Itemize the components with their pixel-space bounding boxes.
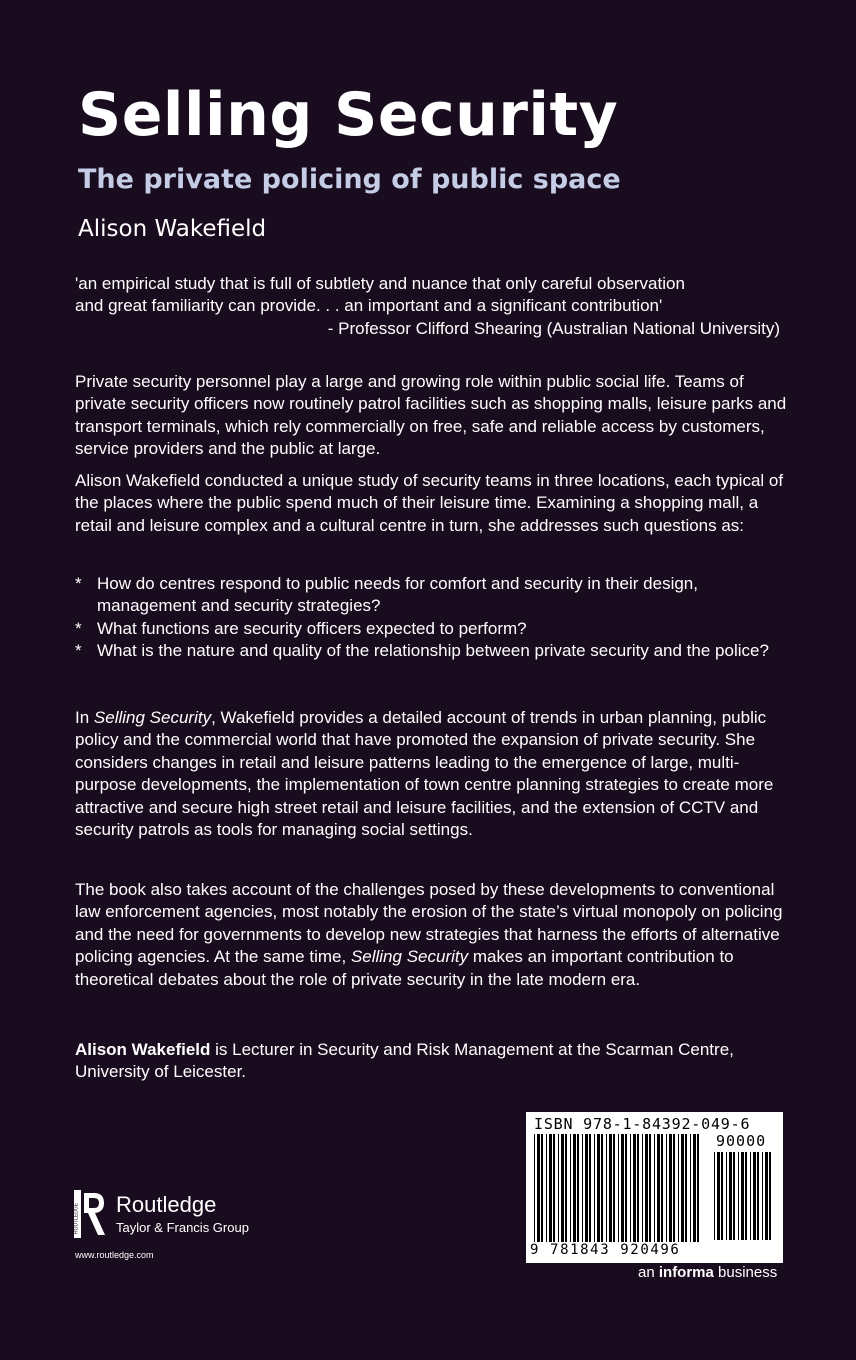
barcode-bar bbox=[546, 1134, 547, 1242]
p4-post: makes an important contribution to theoretical debates about the role of private security in the late modern era. bbox=[75, 947, 734, 989]
addon-bars bbox=[714, 1152, 776, 1252]
barcode-bar bbox=[726, 1152, 727, 1240]
barcode-bar bbox=[558, 1134, 559, 1242]
barcode-bar bbox=[537, 1134, 540, 1242]
barcode-bar bbox=[697, 1134, 699, 1242]
ean-bars bbox=[534, 1134, 704, 1244]
barcode-bar bbox=[714, 1152, 715, 1240]
barcode-bar bbox=[597, 1134, 600, 1242]
routledge-r-icon bbox=[74, 1190, 106, 1238]
barcode-bar bbox=[678, 1134, 679, 1242]
barcode-bar bbox=[729, 1152, 732, 1240]
review-quote bbox=[75, 273, 790, 340]
p3-book-title: Selling Security bbox=[93, 708, 212, 727]
barcode-bar bbox=[654, 1134, 655, 1242]
logo-side-text: ROUTLEDGE bbox=[74, 1202, 80, 1234]
barcode-bar bbox=[637, 1134, 639, 1242]
barcode-bar bbox=[606, 1134, 607, 1242]
barcode-bar bbox=[633, 1134, 636, 1242]
barcode-bar bbox=[553, 1134, 555, 1242]
quote-line-1: 'an empirical study that is full of subtlety and nuance that only careful observation bbox=[75, 274, 685, 293]
author-bio bbox=[75, 1039, 790, 1084]
informa-tagline bbox=[638, 1264, 777, 1281]
p3-post: , Wakefield provides a detailed account of trends in urban planning, public policy and the commercial world that have promoted the expansion of private security. She considers changes in retail and leisure patterns leading to the emergence of large, multi-purpose developments, the implementation of town centre planning strategies to create more attractive and secure high street retail and leisure facilities, and the extension of CCTV and security patrols as tools for managing social settings. bbox=[75, 708, 774, 840]
barcode-bar bbox=[765, 1152, 768, 1240]
quote-line-2: and great familiarity can provide. . . an important and a significant contribution' bbox=[75, 296, 663, 316]
barcode-bar bbox=[645, 1134, 648, 1242]
barcode-bar bbox=[762, 1152, 763, 1240]
bullet-star: * bbox=[75, 574, 82, 593]
barcode-bar bbox=[601, 1134, 603, 1242]
barcode-bar bbox=[613, 1134, 615, 1242]
barcode-bar bbox=[589, 1134, 591, 1242]
bullet-text: How do centres respond to public needs for comfort and security in their design, management and security strategies? bbox=[97, 574, 698, 616]
barcode-bar bbox=[549, 1134, 552, 1242]
barcode-bar bbox=[721, 1152, 723, 1240]
p3-pre: In bbox=[75, 708, 94, 727]
ean-digits: 9 781843 920496 bbox=[530, 1242, 681, 1258]
barcode-bar bbox=[657, 1134, 660, 1242]
informa-post: business bbox=[713, 1264, 778, 1281]
publisher-url: www.routledge.com bbox=[75, 1250, 154, 1260]
barcode-bar bbox=[750, 1152, 751, 1240]
barcode-bar bbox=[753, 1152, 756, 1240]
barcode-bar bbox=[570, 1134, 571, 1242]
barcode-bar bbox=[649, 1134, 651, 1242]
barcode-bar bbox=[565, 1134, 567, 1242]
barcode-bar bbox=[630, 1134, 631, 1242]
barcode-bar bbox=[582, 1134, 583, 1242]
blurb-paragraph-1: Private security personnel play a large and growing role within public social life. Teams of private security officers now routinely patrol facilities such as shopping malls, leisure parks and transport terminals, which rely commercially on free, safe and reliable access by customers, service providers and the public at large. bbox=[75, 372, 787, 459]
list-item bbox=[75, 640, 790, 662]
barcode-bar bbox=[669, 1134, 672, 1242]
barcode-bar bbox=[534, 1134, 535, 1242]
blurb-paragraph-3 bbox=[75, 707, 790, 841]
barcode-bar bbox=[618, 1134, 619, 1242]
barcode-bar bbox=[541, 1134, 543, 1242]
barcode-bar bbox=[738, 1152, 739, 1240]
bullet-text: What is the nature and quality of the relationship between private security and the police? bbox=[97, 641, 769, 661]
barcode-bar bbox=[745, 1152, 747, 1240]
barcode-bar bbox=[769, 1152, 771, 1240]
barcode-bar bbox=[741, 1152, 744, 1240]
p4-pre: The book also takes account of the challenges posed by these developments to conventional law enforcement agencies, most notably the erosion of the state’s virtual monopoly on policing and the need for governments to develop new strategies that harness the efforts of alternative policing agencies. At the same time, bbox=[75, 880, 783, 967]
barcode-bar bbox=[757, 1152, 759, 1240]
questions-list bbox=[75, 573, 790, 663]
publisher-group: Taylor & Francis Group bbox=[116, 1220, 249, 1235]
barcode-bar bbox=[690, 1134, 691, 1242]
barcode-bar bbox=[717, 1152, 720, 1240]
blurb-paragraph-4 bbox=[75, 879, 790, 991]
barcode-bar bbox=[625, 1134, 627, 1242]
informa-pre: an bbox=[638, 1264, 659, 1281]
bullet-star: * bbox=[75, 618, 82, 638]
barcode-bar bbox=[621, 1134, 624, 1242]
barcode-bar bbox=[693, 1134, 696, 1242]
barcode-bar bbox=[561, 1134, 564, 1242]
bullet-text: What functions are security officers expected to perform? bbox=[97, 618, 527, 638]
barcode-bar bbox=[685, 1134, 687, 1242]
barcode-bar bbox=[594, 1134, 595, 1242]
barcode-bar bbox=[585, 1134, 588, 1242]
bullet-star: * bbox=[75, 641, 82, 661]
barcode-bar bbox=[577, 1134, 579, 1242]
barcode-bar bbox=[673, 1134, 675, 1242]
book-subtitle: The private policing of public space bbox=[78, 164, 621, 195]
barcode-bar bbox=[609, 1134, 612, 1242]
barcode-bar bbox=[573, 1134, 576, 1242]
barcode-bar bbox=[661, 1134, 663, 1242]
publisher-name: Routledge bbox=[116, 1192, 217, 1217]
quote-attribution: - Professor Clifford Shearing (Australian National University) bbox=[327, 318, 780, 338]
bio-text: is Lecturer in Security and Risk Management at the Scarman Centre, University of Leicester. bbox=[75, 1040, 734, 1082]
blurb-paragraph-2: Alison Wakefield conducted a unique study of security teams in three locations, each typical of the places where the public spend much of their leisure time. Examining a shopping mall, a retail and leisure complex and a cultural centre in turn, she addresses such questions as: bbox=[75, 471, 784, 535]
barcode-bar bbox=[681, 1134, 684, 1242]
price-code: 90000 bbox=[716, 1132, 767, 1150]
isbn-barcode bbox=[526, 1112, 783, 1263]
barcode-bar bbox=[666, 1134, 667, 1242]
book-title: Selling Security bbox=[78, 80, 619, 150]
barcode-bar bbox=[642, 1134, 643, 1242]
bio-name: Alison Wakefield bbox=[75, 1040, 211, 1059]
informa-bold: informa bbox=[658, 1264, 714, 1281]
barcode-bar bbox=[733, 1152, 735, 1240]
p4-book-title: Selling Security bbox=[350, 947, 469, 967]
list-item bbox=[75, 573, 790, 618]
isbn-text: ISBN 978-1-84392-049-6 bbox=[534, 1115, 751, 1133]
list-item bbox=[75, 618, 790, 640]
book-author: Alison Wakefield bbox=[78, 216, 267, 242]
